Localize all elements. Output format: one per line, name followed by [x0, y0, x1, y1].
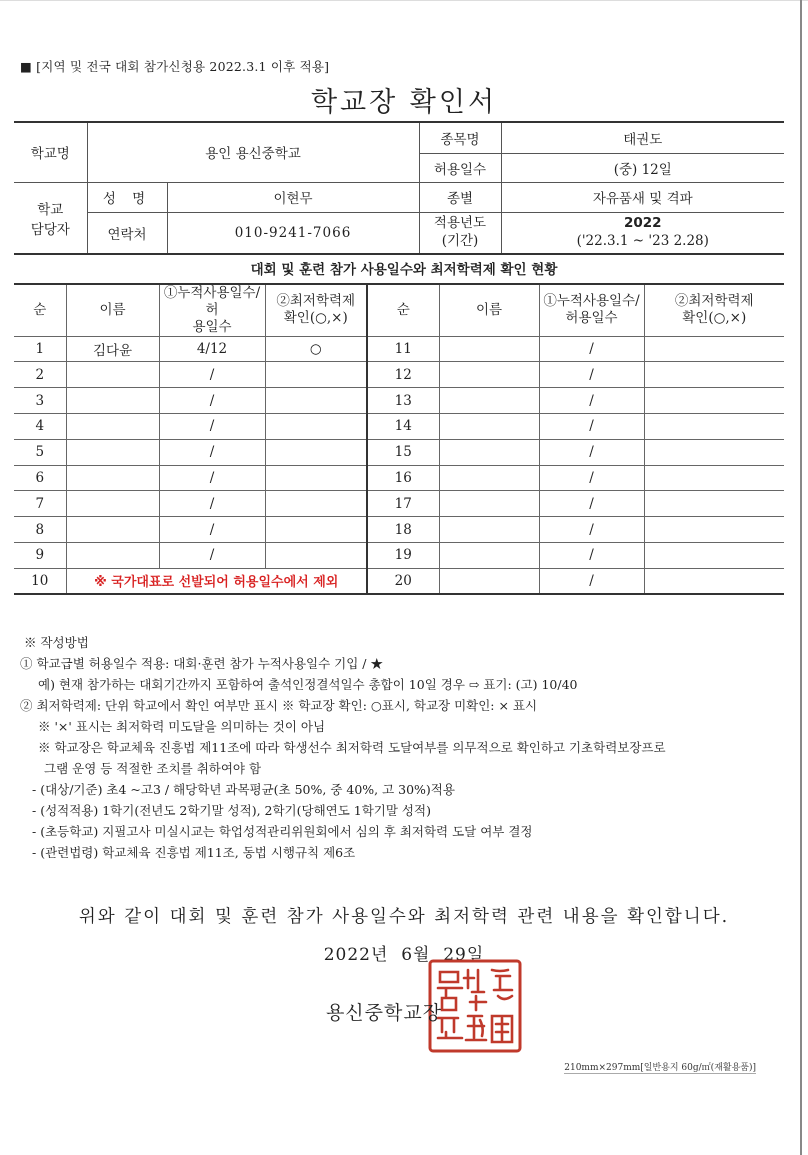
row-number: 1	[14, 336, 66, 362]
student-name	[66, 414, 159, 440]
row-number: 14	[367, 414, 439, 440]
days-used: /	[539, 465, 644, 491]
min-academic-check: ○	[265, 336, 367, 362]
student-name: 김다윤	[66, 336, 159, 362]
days-used: /	[159, 414, 265, 440]
student-name	[439, 439, 539, 465]
student-name	[439, 491, 539, 517]
header-days-right-line2: 허용일수	[565, 310, 618, 327]
row-number: 7	[14, 491, 66, 517]
page-top-edge	[0, 0, 808, 1]
category-label: 종별	[419, 182, 501, 212]
header-check-right-line2: 확인(○,×)	[682, 310, 747, 327]
table-row	[14, 543, 784, 569]
min-academic-check	[265, 439, 367, 465]
table-row	[14, 388, 784, 414]
name-label: 성 명	[87, 182, 167, 212]
year-label	[419, 212, 501, 254]
min-academic-check	[644, 439, 784, 465]
header-name-right: 이름	[439, 284, 539, 336]
row-number: 3	[14, 388, 66, 414]
header-check-line2: 확인(○,×)	[283, 310, 348, 327]
min-academic-check	[265, 414, 367, 440]
days-used: /	[539, 491, 644, 517]
list-subtitle: 대회 및 훈련 참가 사용일수와 최저학력제 확인 현황	[250, 262, 558, 278]
header-name: 이름	[66, 284, 159, 336]
table-row	[14, 362, 784, 388]
min-academic-check	[644, 362, 784, 388]
student-name	[66, 465, 159, 491]
student-name	[66, 388, 159, 414]
row-number: 12	[367, 362, 439, 388]
header-no: 순	[14, 284, 66, 336]
table-row	[14, 491, 784, 517]
row-number: 19	[367, 543, 439, 569]
manager-label-line2: 담당자	[30, 221, 70, 238]
guide-line: ② 최저학력제: 단위 학교에서 확인 여부만 표시 ※ 학교장 확인: ○표시, 학교장 미확인: × 표시	[20, 698, 538, 713]
row-number: 16	[367, 465, 439, 491]
header-days-line2: 용일수	[192, 318, 232, 335]
student-name	[439, 362, 539, 388]
student-name	[66, 362, 159, 388]
school-info-table	[14, 121, 784, 255]
contact-label: 연락처	[87, 212, 167, 254]
allowed-days-label: 허용일수	[419, 153, 501, 182]
row-number: 13	[367, 388, 439, 414]
row-number: 20	[367, 568, 439, 594]
table-row	[14, 439, 784, 465]
document-date: 2022년 6월 29일	[323, 945, 485, 965]
student-name	[439, 336, 539, 362]
student-name	[66, 517, 159, 543]
guide-line: ※ 학교장은 학교체육 진흥법 제11조에 따라 학생선수 최저학력 도달여부를 의무적으로 확인하고 기초학력보장프로	[38, 740, 666, 755]
min-academic-check	[644, 517, 784, 543]
document-title: 학교장 확인서	[310, 87, 498, 118]
header-check	[265, 284, 367, 336]
event-label: 종목명	[419, 122, 501, 153]
guide-heading: ※ 작성방법	[24, 635, 89, 650]
row-number: 6	[14, 465, 66, 491]
header-days-line1: ①누적사용일수/허	[163, 285, 261, 318]
name-value: 이현무	[167, 182, 419, 212]
row-number: 11	[367, 336, 439, 362]
days-used: /	[159, 362, 265, 388]
guide-line: 그램 운영 등 적절한 조치를 취하여야 함	[44, 761, 262, 776]
manager-label	[14, 182, 87, 254]
writing-guide	[20, 632, 666, 863]
min-academic-check	[265, 517, 367, 543]
period-value: ('22.3.1 ~ '23 2.28)	[576, 232, 709, 249]
header-days	[159, 284, 265, 336]
guide-line: ※ '×' 표시는 최저학력 미도달을 의미하는 것이 아님	[38, 719, 326, 734]
student-name	[439, 414, 539, 440]
student-name	[439, 568, 539, 594]
days-used: /	[159, 517, 265, 543]
header-days-right	[539, 284, 644, 336]
guide-line: - (대상/기준) 초4 ~고3 / 해당학년 과목평균(초 50%, 중 40%, 고 30%)적용	[32, 782, 455, 797]
guide-line: ① 학교급별 허용일수 적용: 대회·훈련 참가 누적사용일수 기입 / ★	[20, 656, 383, 671]
row-number: 15	[367, 439, 439, 465]
min-academic-check	[644, 388, 784, 414]
student-name	[439, 517, 539, 543]
min-academic-check	[644, 414, 784, 440]
student-name	[66, 543, 159, 569]
school-name-value: 용인 용신중학교	[87, 122, 419, 182]
school-name-label: 학교명	[14, 122, 87, 182]
days-used: /	[159, 388, 265, 414]
signer-title: 용신중학교장	[325, 1002, 443, 1024]
row-number: 2	[14, 362, 66, 388]
student-name	[66, 491, 159, 517]
min-academic-check	[265, 465, 367, 491]
manager-label-line1: 학교	[37, 201, 64, 218]
paper-spec-footnote: 210mm×297mm[일반용지 60g/㎡(재활용품)]	[564, 1060, 756, 1074]
days-used: /	[539, 517, 644, 543]
year-value-cell	[501, 212, 784, 254]
guide-line: - (관련법령) 학교체육 진흥법 제11조, 동법 시행규칙 제6조	[32, 845, 356, 860]
days-used: /	[159, 491, 265, 517]
student-name	[66, 439, 159, 465]
header-note: ■ [지역 및 전국 대회 참가신청용 2022.3.1 이후 적용]	[20, 59, 330, 74]
page-right-edge	[800, 0, 802, 1155]
confirmation-statement: 위와 같이 대회 및 훈련 참가 사용일수와 최저학력 관련 내용을 확인합니다.	[78, 907, 730, 927]
min-academic-check	[644, 465, 784, 491]
year-value: 2022	[623, 215, 662, 232]
min-academic-check	[265, 388, 367, 414]
days-used: /	[159, 439, 265, 465]
days-used: /	[159, 543, 265, 569]
min-academic-check	[644, 491, 784, 517]
days-used: /	[539, 568, 644, 594]
participation-table	[14, 283, 784, 595]
excluded-note: ※ 국가대표로 선발되어 허용일수에서 제외	[66, 568, 367, 594]
header-check-line1: ②최저학력제	[276, 293, 356, 310]
student-name	[439, 543, 539, 569]
guide-line: 예) 현재 참가하는 대회기간까지 포함하여 출석인정결석일수 총합이 10일 경우 ⇨ 표기: (고) 10/40	[38, 677, 578, 692]
days-used: /	[159, 465, 265, 491]
category-value: 자유품새 및 격파	[501, 182, 784, 212]
row-number: 4	[14, 414, 66, 440]
min-academic-check	[265, 543, 367, 569]
row-number: 10	[14, 568, 66, 594]
min-academic-check	[644, 568, 784, 594]
min-academic-check	[644, 543, 784, 569]
year-label-line2: (기간)	[441, 232, 479, 249]
min-academic-check	[265, 362, 367, 388]
allowed-days-value: (중) 12일	[501, 153, 784, 182]
min-academic-check	[265, 491, 367, 517]
header-check-right	[644, 284, 784, 336]
header-days-right-line1: ①누적사용일수/	[543, 293, 640, 310]
table-row	[14, 517, 784, 543]
table-row	[14, 414, 784, 440]
header-check-right-line1: ②최저학력제	[674, 293, 754, 310]
row-number: 5	[14, 439, 66, 465]
days-used: /	[539, 336, 644, 362]
min-academic-check	[644, 336, 784, 362]
guide-line: - (초등학교) 지필고사 미실시교는 학업성적관리위원회에서 심의 후 최저학력 도달 여부 결정	[32, 824, 533, 839]
days-used: /	[539, 388, 644, 414]
days-used: /	[539, 414, 644, 440]
days-used: /	[539, 362, 644, 388]
table-row	[14, 336, 784, 362]
row-number: 18	[367, 517, 439, 543]
row-number: 17	[367, 491, 439, 517]
event-value: 태권도	[501, 122, 784, 153]
days-used: /	[539, 439, 644, 465]
student-name	[439, 465, 539, 491]
table-row	[14, 568, 784, 594]
guide-line: - (성적적용) 1학기(전년도 2학기말 성적), 2학기(당해연도 1학기말 성적)	[32, 803, 431, 818]
table-row	[14, 465, 784, 491]
year-label-line1: 적용년도	[433, 215, 487, 232]
header-no-right: 순	[367, 284, 439, 336]
row-number: 8	[14, 517, 66, 543]
days-used: /	[539, 543, 644, 569]
row-number: 9	[14, 543, 66, 569]
student-name	[439, 388, 539, 414]
contact-value: 010-9241-7066	[167, 212, 419, 254]
days-used: 4/12	[159, 336, 265, 362]
